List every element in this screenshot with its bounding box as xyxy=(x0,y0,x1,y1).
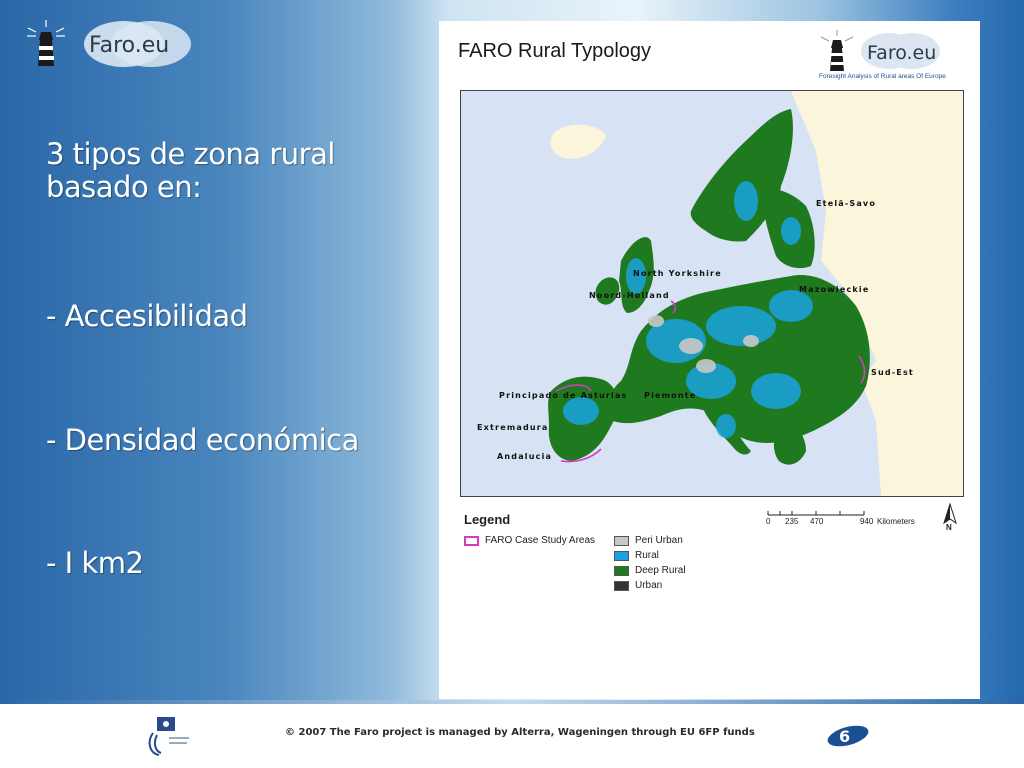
map-panel xyxy=(439,21,980,699)
label-sud-est: Sud-Est xyxy=(871,368,914,377)
legend-peri-urban-label: Peri Urban xyxy=(635,535,683,546)
panel-faro-logo xyxy=(817,27,967,91)
label-etela-savo: Etelä-Savo xyxy=(816,199,877,208)
legend-title: Legend xyxy=(464,512,511,527)
north-label: N xyxy=(946,523,952,532)
lighthouse-icon xyxy=(821,30,853,71)
iceland xyxy=(550,125,606,159)
footer xyxy=(0,705,1024,768)
label-noord-holland: Noord-Holland xyxy=(589,291,670,300)
legend-deep-rural xyxy=(614,565,686,576)
europe-map xyxy=(460,90,964,497)
scale-tick-940: 940 xyxy=(860,517,874,526)
scale-unit: Kilometers xyxy=(877,517,915,526)
intro-line-1: 3 tipos de zona rural xyxy=(46,137,335,171)
scale-tick-235: 235 xyxy=(785,517,799,526)
logo-text: Faro.eu xyxy=(89,33,170,58)
label-extremadura: Extremadura xyxy=(477,423,549,432)
peri-urban-swatch xyxy=(614,536,629,546)
rural-swatch xyxy=(614,551,629,561)
legend-case-study xyxy=(464,535,595,546)
europe-map-graphic xyxy=(461,91,963,496)
label-mazowieckie: Mazowieckie xyxy=(799,285,870,294)
footer-copyright: © 2007 The Faro project is managed by Alterra, Wageningen through EU 6FP funds xyxy=(285,727,755,738)
scale-tick-0: 0 xyxy=(766,517,771,526)
legend-case-study-label: FARO Case Study Areas xyxy=(485,535,596,546)
legend-rural xyxy=(614,550,659,561)
urban-swatch xyxy=(614,581,629,591)
scale-tick-470: 470 xyxy=(810,517,824,526)
faro-logo xyxy=(26,18,196,76)
lighthouse-icon xyxy=(27,20,65,66)
slide-divider xyxy=(0,700,1024,704)
foresight-logo-icon xyxy=(141,715,193,759)
bullet-densidad: - Densidad económica xyxy=(46,423,359,457)
bullet-accesibilidad: - Accesibilidad xyxy=(46,299,248,333)
intro-line-2: basado en: xyxy=(46,170,202,204)
bullet-km2: - I km2 xyxy=(46,546,144,580)
legend-deep-rural-label: Deep Rural xyxy=(635,565,686,576)
svg-text:6: 6 xyxy=(839,727,851,746)
panel-logo-text: Faro.eu xyxy=(867,42,937,64)
deep-rural-swatch xyxy=(614,566,629,576)
6fp-logo-icon xyxy=(825,723,871,749)
legend-urban xyxy=(614,580,662,591)
bullet-list xyxy=(46,137,426,580)
continental-europe xyxy=(607,275,870,443)
label-piemonte: Piemonte xyxy=(644,391,697,400)
label-asturias: Principado de Asturias xyxy=(499,391,628,400)
legend-urban-label: Urban xyxy=(635,580,663,591)
label-north-yorkshire: North Yorkshire xyxy=(633,269,722,278)
label-andalucia: Andalucia xyxy=(497,452,553,461)
panel-logo-caption: Foresight Analysis of Rural areas Of Europe xyxy=(819,73,946,80)
case-study-swatch xyxy=(464,536,479,546)
legend-rural-label: Rural xyxy=(635,550,659,561)
map-title: FARO Rural Typology xyxy=(458,40,652,62)
legend-peri-urban xyxy=(614,535,683,546)
